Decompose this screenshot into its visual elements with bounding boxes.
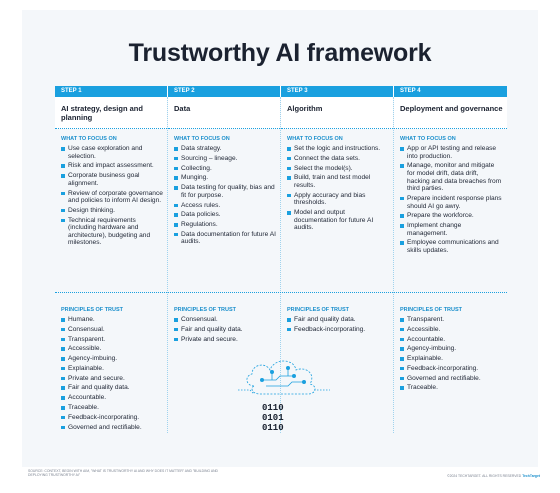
list-item: Data strategy. [174,145,276,153]
trust-list [394,316,507,392]
step-heading: Data [168,97,280,129]
list-item: Feedback-incorporating. [400,365,503,373]
step-1-column [55,97,168,433]
list-item: Feedback-incorporating. [61,414,163,422]
step-4-column [394,97,507,433]
list-item: Private and secure. [174,336,276,344]
source-note: SOURCE: CONTEXT, BEGIN WITH AIM, "WHAT IS TRUSTWORTHY AI AND WHY DOES IT MATTER" AND "BUILDING AND DEPLOYING TRUSTWORTHY AI" [28,469,218,477]
list-item: Data documentation for future AI audits. [174,231,276,246]
focus-section [168,136,280,296]
list-item: Build, train and test model results. [287,174,389,189]
trust-list [168,316,280,343]
list-item: Fair and quality data. [174,326,276,334]
list-item: Traceable. [61,404,163,412]
list-item: Review of corporate governance and policies to inform AI design. [61,190,163,205]
list-item: Traceable. [400,384,503,392]
list-item: Corporate business goal alignment. [61,172,163,187]
list-item: Munging. [174,174,276,182]
list-item: Transparent. [400,316,503,324]
list-item: Consensual. [174,316,276,324]
trust-label: PRINCIPLES OF TRUST [174,307,237,313]
list-item: Accessible. [61,345,163,353]
list-item: Agency-imbuing. [61,355,163,363]
list-item: Collecting. [174,165,276,173]
list-item: Apply accuracy and bias thresholds. [287,192,389,207]
list-item: Feedback-incorporating. [287,326,389,334]
list-item: Implement change management. [400,222,503,237]
focus-label: WHAT TO FOCUS ON [287,136,343,142]
list-item: Agency-imbuing. [400,345,503,353]
focus-list [168,145,280,246]
list-item: Fair and quality data. [61,384,163,392]
focus-section [55,136,167,296]
trust-label: PRINCIPLES OF TRUST [287,307,350,313]
list-item: Explainable. [400,355,503,363]
focus-label: WHAT TO FOCUS ON [61,136,117,142]
list-item: Fair and quality data. [287,316,389,324]
binary-line: 0110 [262,423,284,433]
list-item: Private and secure. [61,375,163,383]
trust-list [281,316,393,333]
focus-list [394,145,507,255]
section-divider [55,292,507,293]
list-item: Governed and rectifiable. [61,424,163,432]
focus-label: WHAT TO FOCUS ON [400,136,456,142]
list-item: Accountable. [400,336,503,344]
trust-section [394,296,507,392]
copyright-text: ©2024 TECHTARGET. ALL RIGHTS RESERVED [447,474,522,478]
list-item: Manage, monitor and mitigate for model drift, data drift, hacking and data breaches from third parties. [400,162,503,192]
step-heading: AI strategy, design and planning [55,97,167,129]
list-item: Connect the data sets. [287,155,389,163]
list-item: Select the model(s). [287,165,389,173]
list-item: Access rules. [174,202,276,210]
focus-section [394,136,507,296]
cloud-circuit-illustration [232,346,337,436]
trust-section [168,296,280,343]
list-item: Sourcing – lineage. [174,155,276,163]
step-3-tab: STEP 3 [281,86,394,97]
list-item: Prepare incident response plans should AI go awry. [400,195,503,210]
focus-label: WHAT TO FOCUS ON [174,136,230,142]
list-item: Employee communications and skills updates. [400,239,503,254]
list-item: Set the logic and instructions. [287,145,389,153]
step-heading: Deployment and governance [394,97,507,129]
binary-line: 0110 [262,403,284,413]
list-item: Regulations. [174,221,276,229]
copyright-footer [440,474,540,478]
list-item: Design thinking. [61,207,163,215]
step-heading: Algorithm [281,97,393,129]
step-4-tab: STEP 4 [400,88,421,94]
trust-section [55,296,167,431]
list-item: Consensual. [61,326,163,334]
techtarget-logo: TechTarget [522,474,540,478]
list-item: Transparent. [61,336,163,344]
focus-list [55,145,167,247]
list-item: App or API testing and release into production. [400,145,503,160]
list-item: Data policies. [174,211,276,219]
cloud-icon [238,361,330,394]
step-2-tab: STEP 2 [168,86,281,97]
trust-label: PRINCIPLES OF TRUST [61,307,124,313]
list-item: Model and output documentation for future AI audits. [287,209,389,232]
step-1-tab: STEP 1 [55,86,168,97]
trust-section [281,296,393,333]
list-item: Accessible. [400,326,503,334]
trust-label: PRINCIPLES OF TRUST [400,307,463,313]
focus-section [281,136,393,296]
binary-line: 0101 [262,413,284,423]
list-item: Governed and rectifiable. [400,375,503,383]
focus-list [281,145,393,232]
list-item: Accountable. [61,394,163,402]
trust-list [55,316,167,431]
page-title: Trustworthy AI framework [128,39,432,67]
step-tabs [55,86,507,97]
list-item: Prepare the workforce. [400,212,503,220]
list-item: Use case exploration and selection. [61,145,163,160]
list-item: Technical requirements (including hardware and architecture), budgeting and milestones. [61,217,163,247]
list-item: Risk and impact assessment. [61,162,163,170]
list-item: Explainable. [61,365,163,373]
list-item: Humane. [61,316,163,324]
list-item: Data testing for quality, bias and fit for purpose. [174,184,276,199]
